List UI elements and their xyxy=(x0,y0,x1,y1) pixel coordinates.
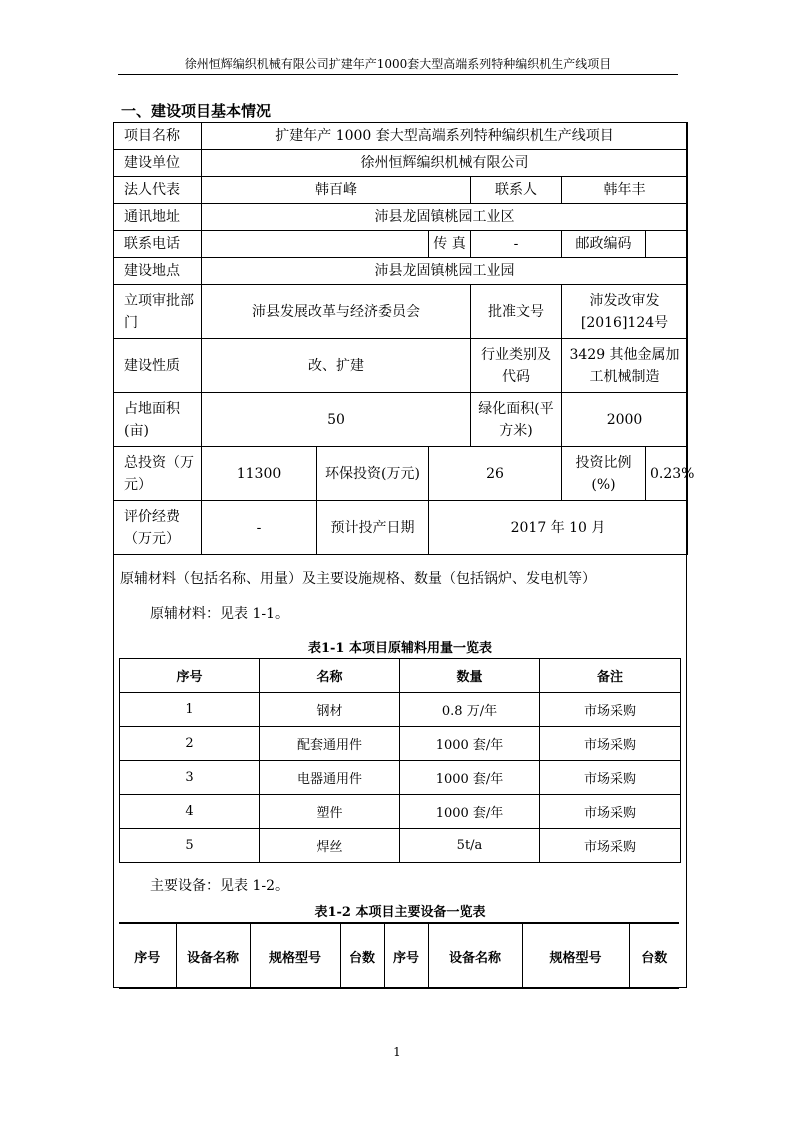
table-row xyxy=(120,761,681,795)
site-label: 建设地点 xyxy=(114,258,202,285)
total-investment-label: 总投资（万元） xyxy=(114,447,202,501)
nature-value: 改、扩建 xyxy=(202,339,471,393)
col-header-name: 名称 xyxy=(260,659,400,693)
fax-value: - xyxy=(471,231,562,258)
table-row xyxy=(120,829,681,863)
cell-quantity: 1000 套/年 xyxy=(400,727,540,761)
cell-name: 电器通用件 xyxy=(260,761,400,795)
col-header-index: 序号 xyxy=(119,923,176,989)
cell-index: 2 xyxy=(120,727,260,761)
cell-remark: 市场采购 xyxy=(540,761,681,795)
cell-remark: 市场采购 xyxy=(540,795,681,829)
industry-value: 3429 其他金属加工机械制造 xyxy=(562,339,688,393)
cell-remark: 市场采购 xyxy=(540,727,681,761)
table-row xyxy=(120,727,681,761)
eval-fee-value: - xyxy=(202,501,317,555)
project-name-label: 项目名称 xyxy=(114,123,202,150)
materials-reference: 原辅材料：见表 1-1。 xyxy=(150,606,289,622)
materials-table-header xyxy=(120,659,681,693)
col-header-count: 台数 xyxy=(340,923,384,989)
start-date-value: 2017 年 10 月 xyxy=(429,501,688,555)
col-header-equipment-name: 设备名称 xyxy=(176,923,250,989)
col-header-index: 序号 xyxy=(120,659,260,693)
col-header-spec-2: 规格型号 xyxy=(522,923,629,989)
table-row xyxy=(120,795,681,829)
area-label: 占地面积(亩) xyxy=(114,393,202,447)
legal-rep-label: 法人代表 xyxy=(114,177,202,204)
table1-caption: 表1-1 本项目原辅料用量一览表 xyxy=(307,641,492,656)
unit-label: 建设单位 xyxy=(114,150,202,177)
basic-info-table xyxy=(113,122,695,555)
area-value: 50 xyxy=(202,393,471,447)
env-investment-label: 环保投资(万元) xyxy=(317,447,429,501)
header-rule xyxy=(118,74,678,75)
eval-fee-label: 评价经费（万元） xyxy=(114,501,202,555)
green-value: 2000 xyxy=(562,393,688,447)
col-header-equipment-name-2: 设备名称 xyxy=(428,923,522,989)
cell-index: 4 xyxy=(120,795,260,829)
materials-table xyxy=(119,658,681,863)
cell-index: 3 xyxy=(120,761,260,795)
cell-quantity: 0.8 万/年 xyxy=(400,693,540,727)
cell-name: 配套通用件 xyxy=(260,727,400,761)
site-value: 沛县龙固镇桃园工业园 xyxy=(202,258,688,285)
table2-caption: 表1-2 本项目主要设备一览表 xyxy=(314,905,486,920)
cell-remark: 市场采购 xyxy=(540,829,681,863)
start-date-label: 预计投产日期 xyxy=(317,501,429,555)
phone-value xyxy=(202,231,429,258)
page-number: 1 xyxy=(393,1045,401,1059)
legal-rep-value: 韩百峰 xyxy=(202,177,471,204)
ratio-value: 0.23% xyxy=(646,447,688,501)
col-header-remark: 备注 xyxy=(540,659,681,693)
approval-no-value: 沛发改审发[2016]124号 xyxy=(562,285,688,339)
equipment-reference: 主要设备：见表 1-2。 xyxy=(150,878,289,894)
col-header-quantity: 数量 xyxy=(400,659,540,693)
materials-heading: 原辅材料（包括名称、用量）及主要设施规格、数量（包括锅炉、发电机等） xyxy=(120,571,596,587)
col-header-count-2: 台数 xyxy=(629,923,679,989)
col-header-index-2: 序号 xyxy=(384,923,428,989)
unit-value: 徐州恒辉编织机械有限公司 xyxy=(202,150,688,177)
green-label: 绿化面积(平方米) xyxy=(471,393,562,447)
total-investment-value: 11300 xyxy=(202,447,317,501)
cell-index: 1 xyxy=(120,693,260,727)
equipment-table-header xyxy=(119,923,679,989)
cell-name: 焊丝 xyxy=(260,829,400,863)
cell-remark: 市场采购 xyxy=(540,693,681,727)
env-investment-value: 26 xyxy=(429,447,562,501)
cell-index: 5 xyxy=(120,829,260,863)
project-name-value: 扩建年产 1000 套大型高端系列特种编织机生产线项目 xyxy=(202,123,688,150)
contact-label: 联系人 xyxy=(471,177,562,204)
col-header-spec: 规格型号 xyxy=(250,923,340,989)
approval-dept-label: 立项审批部门 xyxy=(114,285,202,339)
table-row xyxy=(120,693,681,727)
industry-label: 行业类别及代码 xyxy=(471,339,562,393)
cell-name: 塑件 xyxy=(260,795,400,829)
phone-label: 联系电话 xyxy=(114,231,202,258)
cell-name: 钢材 xyxy=(260,693,400,727)
nature-label: 建设性质 xyxy=(114,339,202,393)
cell-quantity: 1000 套/年 xyxy=(400,761,540,795)
ratio-label: 投资比例(%) xyxy=(562,447,646,501)
postcode-value xyxy=(646,231,688,258)
cell-quantity: 1000 套/年 xyxy=(400,795,540,829)
address-label: 通讯地址 xyxy=(114,204,202,231)
page-header-title: 徐州恒辉编织机械有限公司扩建年产1000套大型高端系列特种编织机生产线项目 xyxy=(184,57,612,71)
fax-label: 传 真 xyxy=(429,231,471,258)
address-value: 沛县龙固镇桃园工业区 xyxy=(202,204,688,231)
cell-quantity: 5t/a xyxy=(400,829,540,863)
equipment-table xyxy=(119,922,679,989)
postcode-label: 邮政编码 xyxy=(562,231,646,258)
approval-dept-value: 沛县发展改革与经济委员会 xyxy=(202,285,471,339)
contact-value: 韩年丰 xyxy=(562,177,688,204)
section-title: 一、建设项目基本情况 xyxy=(121,102,272,120)
approval-no-label: 批准文号 xyxy=(471,285,562,339)
